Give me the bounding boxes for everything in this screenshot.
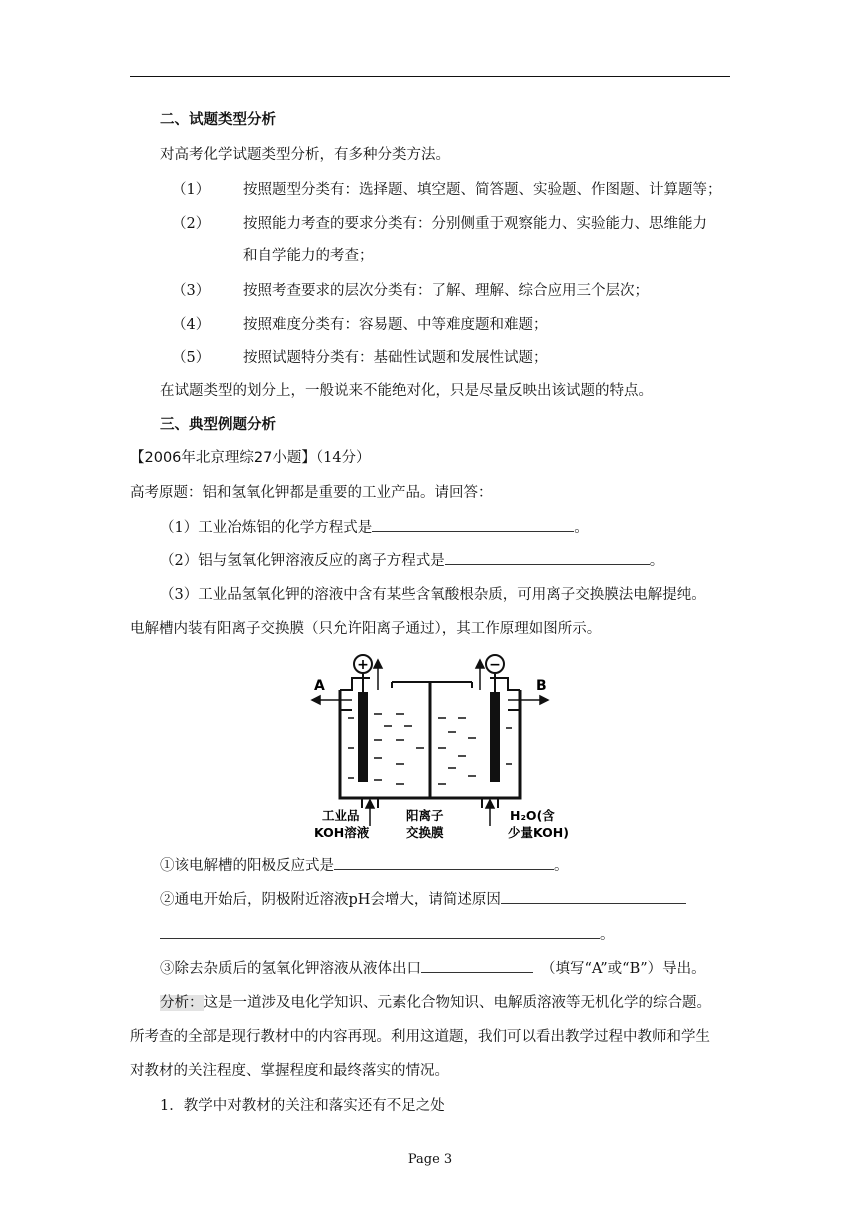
answer-blank-6[interactable] [421, 958, 533, 973]
answer-blank-4[interactable] [501, 889, 686, 904]
answer-blank-1[interactable] [372, 517, 574, 532]
sub-question-2 [160, 889, 686, 910]
label-water-1: H₂O(含 [510, 808, 555, 823]
electrolysis-cell-diagram [300, 648, 569, 844]
analysis-text-1: 这是一道涉及电化学知识、元素化合物知识、电解质溶液等无机化学的综合题。 [203, 995, 711, 1011]
question-3-line2: 电解槽内装有阳离子交换膜（只允许阳离子通过），其工作原理如图所示。 [130, 621, 602, 637]
sub-question-1 [160, 855, 569, 876]
question-3-line1: （3）工业品氢氧化钾的溶液中含有某些含氧酸根杂质，可用离子交换膜法电解提纯。 [160, 587, 706, 603]
list-item-continuation: 和自学能力的考查； [243, 248, 374, 264]
label-feed-2: KOH溶液 [314, 825, 370, 840]
question-1-text: （1）工业冶炼铝的化学方程式是 [160, 520, 373, 536]
answer-blank-3[interactable] [334, 855, 554, 870]
section-heading-2: 二、试题类型分析 [160, 112, 276, 128]
sub-question-3-suffix: （填写“A”或“B”）导出。 [541, 961, 706, 977]
cathode-electrode [490, 692, 500, 782]
answer-blank-5[interactable] [160, 924, 600, 939]
label-feed-1: 工业品 [322, 808, 360, 823]
analysis-line-3: 对教材的关注程度、掌握程度和最终落实的情况。 [130, 1063, 449, 1079]
outlet-a-label: A [314, 678, 325, 694]
question-1 [160, 517, 589, 538]
question-source-title: 【2006年北京理综27小题】 [130, 450, 316, 466]
list-item-number: （1） [172, 182, 211, 198]
list-item-text: 按照能力考查的要求分类有：分别侧重于观察能力、实验能力、思维能力 [243, 216, 707, 232]
list-item-number: （2） [172, 216, 211, 232]
analysis-line-2: 所考查的全部是现行教材中的内容再现。利用这道题，我们可以看出教学过程中教师和学生 [130, 1029, 710, 1045]
label-membrane-2: 交换膜 [406, 825, 444, 840]
list-item-number: （3） [172, 283, 211, 299]
list-item-text: 按照试题特分类有：基础性试题和发展性试题； [243, 350, 548, 366]
cathode-sign: − [489, 657, 501, 673]
outlet-b-label: B [536, 678, 547, 694]
list-item-text: 按照考查要求的层次分类有：了解、理解、综合应用三个层次； [243, 283, 649, 299]
period: 。 [600, 927, 615, 943]
section2-intro: 对高考化学试题类型分析，有多种分类方法。 [160, 147, 450, 163]
anode-sign: + [357, 657, 369, 673]
section-heading-3: 三、典型例题分析 [160, 417, 276, 433]
period: 。 [554, 858, 569, 874]
period: 。 [649, 553, 665, 569]
analysis-line-1 [160, 993, 711, 1013]
question-source-score: （14分） [315, 450, 371, 466]
original-question-intro: 高考原题：铝和氢氧化钾都是重要的工业产品。请回答： [130, 485, 493, 501]
header-rule [130, 76, 730, 77]
answer-blank-2[interactable] [445, 550, 650, 565]
period: 。 [574, 520, 589, 536]
list-item-number: （5） [172, 350, 211, 366]
analysis-label: 分析： [160, 995, 204, 1011]
sub-question-1-text: ①该电解槽的阳极反应式是 [160, 858, 334, 874]
list-item-number: （4） [172, 317, 211, 333]
anode-electrode [358, 692, 368, 782]
analysis-point-1: 1．教学中对教材的关注和落实还有不足之处 [160, 1098, 445, 1114]
sub-question-2-text: ②通电开始后，阴极附近溶液pH会增大，请简述原因 [160, 892, 501, 908]
list-item-text: 按照难度分类有：容易题、中等难度题和难题； [243, 317, 548, 333]
section2-summary: 在试题类型的划分上，一般说来不能绝对化，只是尽量反映出该试题的特点。 [160, 383, 653, 399]
sub-question-3-text: ③除去杂质后的氢氧化钾溶液从液体出口 [160, 961, 421, 977]
question-2-text: （2）铝与氢氧化钾溶液反应的离子方程式是 [160, 553, 445, 569]
question-2 [160, 550, 664, 571]
list-item-text: 按照题型分类有：选择题、填空题、简答题、实验题、作图题、计算题等； [243, 182, 722, 198]
outlet-a-pipe [340, 678, 370, 690]
page-number: Page 3 [407, 1152, 453, 1167]
sub-question-3 [160, 958, 706, 979]
sub-question-2-cont [160, 924, 615, 945]
label-water-2: 少量KOH) [508, 825, 569, 840]
question-source [130, 448, 371, 468]
label-membrane-1: 阳离子 [406, 808, 444, 823]
